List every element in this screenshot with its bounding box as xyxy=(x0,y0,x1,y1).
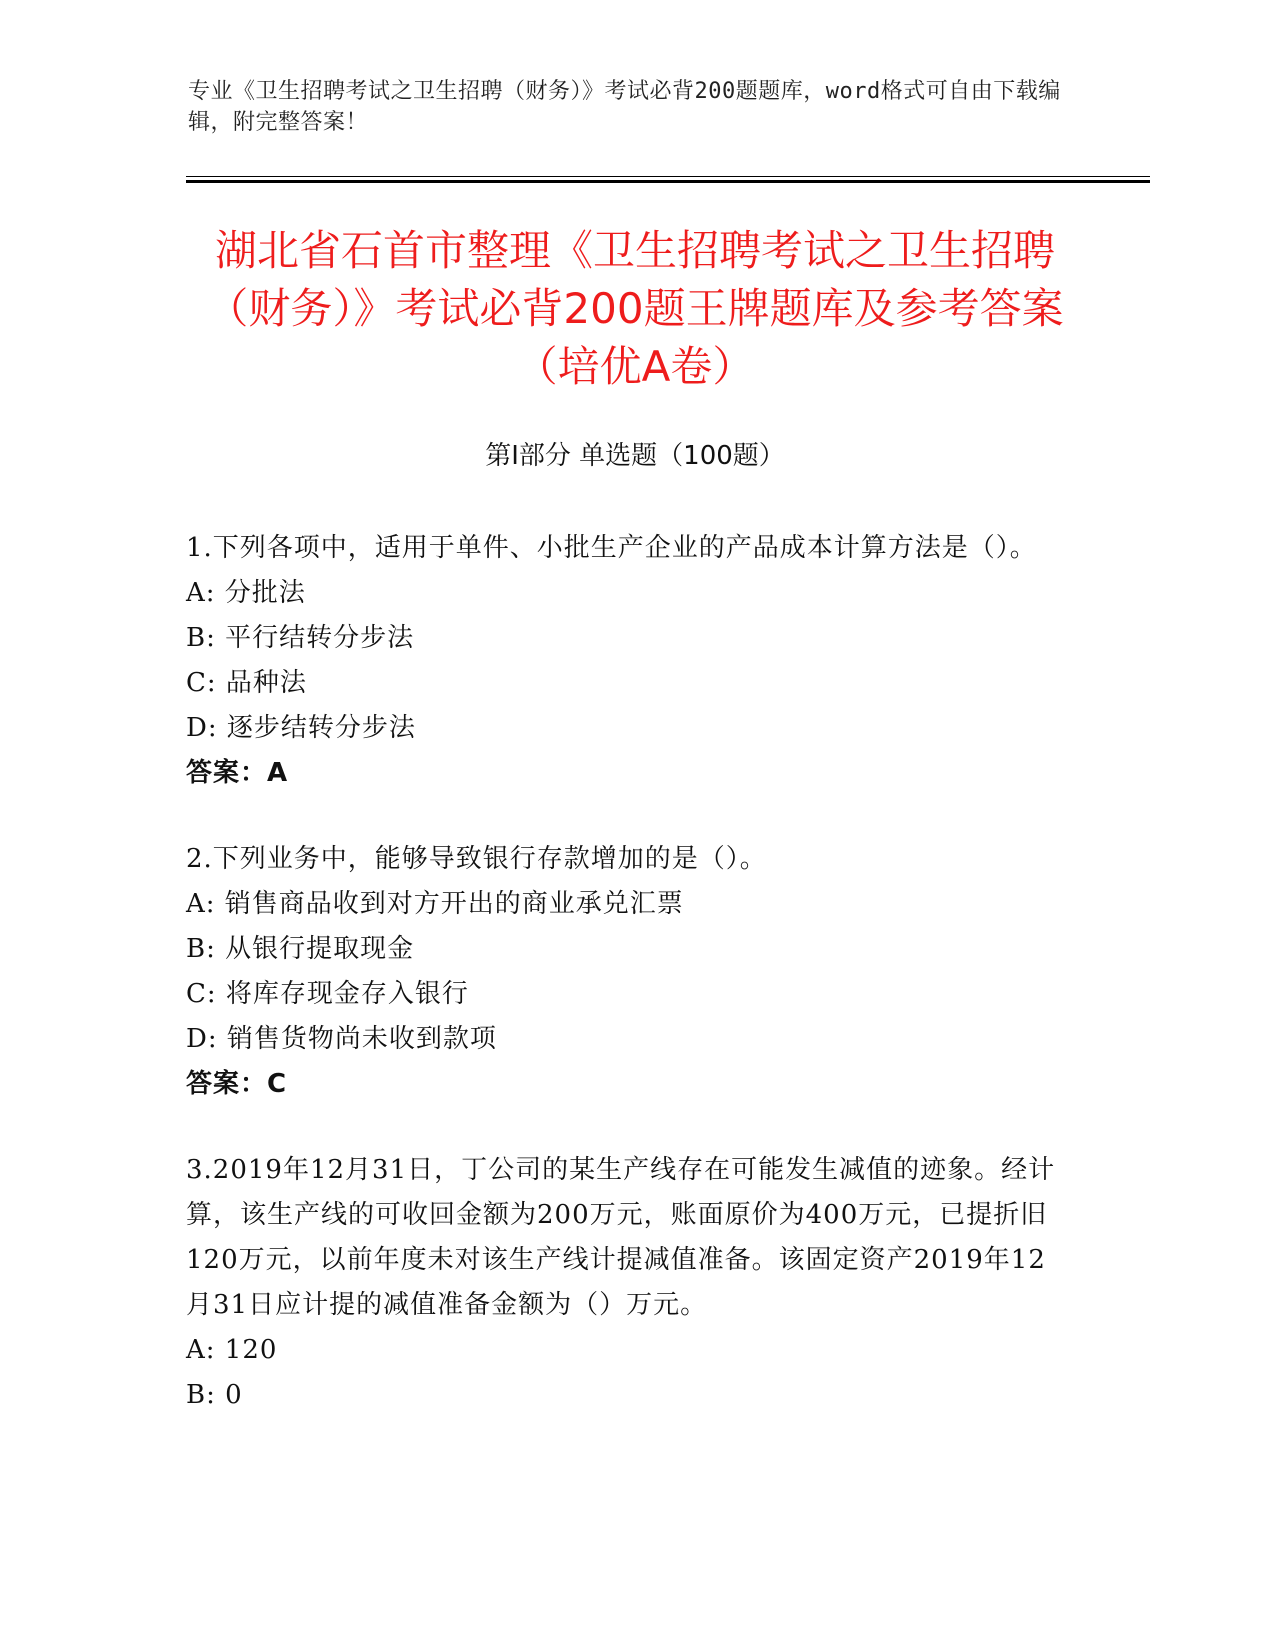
question-stem: 1.下列各项中，适用于单件、小批生产企业的产品成本计算方法是（）。 xyxy=(186,533,1037,563)
option-b: B: 0 xyxy=(186,1380,243,1410)
question-1 xyxy=(186,526,1066,796)
header-divider-thick xyxy=(186,180,1150,183)
answer-value: C xyxy=(267,1069,288,1099)
header-divider-thin xyxy=(186,176,1150,177)
answer-label: 答案： xyxy=(186,1069,268,1099)
header-note: 专业《卫生招聘考试之卫生招聘（财务）》考试必背200题题库，word格式可自由下载编辑，附完整答案！ xyxy=(188,79,1061,135)
option-b: B: 平行结转分步法 xyxy=(186,623,415,653)
question-list xyxy=(186,526,1066,1459)
question-3 xyxy=(186,1148,1066,1418)
option-a: A: 120 xyxy=(186,1335,278,1365)
option-a: A: 分批法 xyxy=(186,578,306,608)
option-c: C: 品种法 xyxy=(186,668,307,698)
answer-value: A xyxy=(267,758,289,788)
option-c: C: 将库存现金存入银行 xyxy=(186,979,469,1009)
option-b: B: 从银行提取现金 xyxy=(186,934,415,964)
question-stem: 3.2019年12月31日，丁公司的某生产线存在可能发生减值的迹象。经计算，该生产线的可收回金额为200万元，账面原价为400万元，已提折旧120万元，以前年度未对该生产线计提减值准备。该固定资产2019年12月31日应计提的减值准备金额为（）万元。 xyxy=(186,1155,1056,1320)
answer-line xyxy=(186,1062,1066,1107)
question-2 xyxy=(186,837,1066,1107)
section-title: 第I部分 单选题（100题） xyxy=(485,441,785,471)
question-stem: 2.下列业务中，能够导致银行存款增加的是（）。 xyxy=(186,844,767,874)
option-d: D: 销售货物尚未收到款项 xyxy=(186,1024,497,1054)
option-a: A: 销售商品收到对方开出的商业承兑汇票 xyxy=(186,889,684,919)
option-d: D: 逐步结转分步法 xyxy=(186,713,416,743)
document-title: 湖北省石首市整理《卫生招聘考试之卫生招聘（财务）》考试必背200题王牌题库及参考答案（培优A卷） xyxy=(206,226,1064,391)
answer-label: 答案： xyxy=(186,758,268,788)
answer-line xyxy=(186,751,1066,796)
